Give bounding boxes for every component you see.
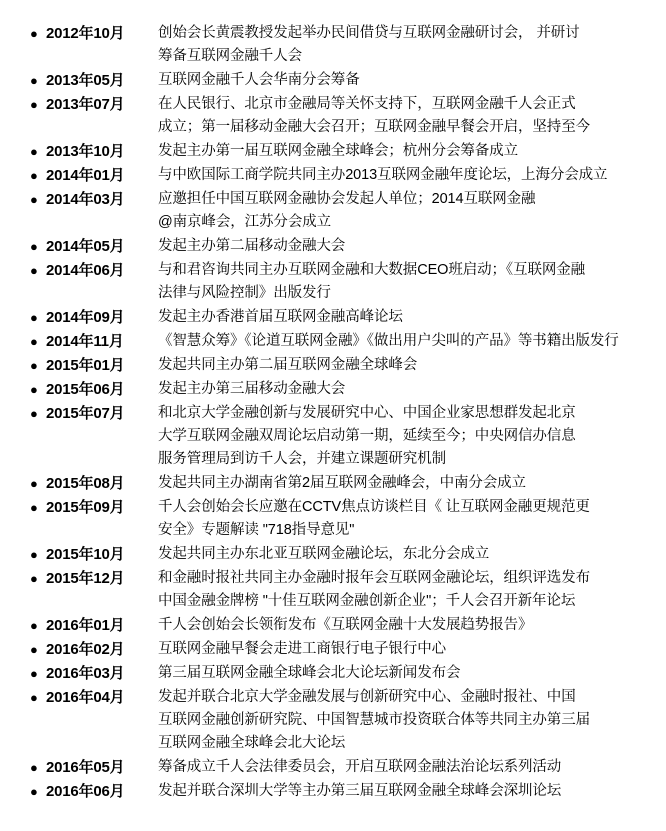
entry-description-line: 筹备互联网金融千人会	[158, 48, 302, 64]
timeline-entry	[30, 496, 650, 542]
entry-description-line: 发起主办第二届移动金融大会	[158, 238, 346, 254]
entry-description	[158, 496, 650, 542]
entry-description-line: 与和君咨询共同主办互联网金融和大数据CEO班启动；《互联网金融	[158, 262, 586, 278]
entry-description	[158, 306, 650, 329]
entry-description	[158, 614, 650, 637]
entry-date: 2015年07月	[46, 405, 125, 422]
entry-description-line: 服务管理局到访千人会，并建立课题研究机制	[158, 451, 446, 467]
entry-description	[158, 22, 650, 68]
entry-description-line: 千人会创始会长应邀在CCTV焦点访谈栏目《 让互联网金融更规范更	[158, 499, 590, 515]
timeline-entry	[30, 140, 650, 163]
entry-date: 2015年09月	[46, 499, 125, 516]
entry-description-line: 发起主办第一届互联网金融全球峰会；杭州分会筹备成立	[158, 143, 518, 159]
entry-description-line: 大学互联网金融双周论坛启动第一期，延续至今；中央网信办信息	[158, 428, 576, 444]
bullet-icon: ●	[30, 192, 38, 207]
entry-description-line: 《智慧众筹》《论道互联网金融》《做出用户尖叫的产品》等书籍出版发行	[158, 333, 619, 349]
entry-date: 2016年01月	[46, 617, 125, 634]
bullet-icon: ●	[30, 571, 38, 586]
entry-date: 2013年10月	[46, 143, 125, 160]
entry-date: 2015年12月	[46, 570, 125, 587]
entry-description	[158, 780, 650, 803]
entry-description-line: 中国金融金牌榜 "十佳互联网金融创新企业"；千人会召开新年论坛	[158, 593, 576, 609]
entry-date: 2015年10月	[46, 546, 125, 563]
bullet-icon: ●	[30, 97, 38, 112]
entry-description-line: 互联网金融全球峰会北大论坛	[158, 735, 346, 751]
entry-description-line: 筹备成立千人会法律委员会，开启互联网金融法治论坛系列活动	[158, 759, 562, 775]
entry-date: 2016年04月	[46, 689, 125, 706]
entry-description	[158, 756, 650, 779]
timeline-entry	[30, 306, 650, 329]
entry-description	[158, 164, 650, 187]
entry-description-line: 发起主办第三届移动金融大会	[158, 381, 346, 397]
entry-description-line: 创始会长黄震教授发起举办民间借贷与互联网金融研讨会， 并研讨	[158, 25, 580, 41]
timeline-entry	[30, 756, 650, 779]
entry-date: 2016年02月	[46, 641, 125, 658]
entry-description-line: 应邀担任中国互联网金融协会发起人单位；2014互联网金融	[158, 191, 536, 207]
entry-description	[158, 662, 650, 685]
entry-date: 2014年05月	[46, 238, 125, 255]
timeline-entry	[30, 235, 650, 258]
entry-description	[158, 354, 650, 377]
timeline-entry	[30, 188, 650, 234]
bullet-icon: ●	[30, 168, 38, 183]
timeline-entry	[30, 402, 650, 471]
timeline-entry	[30, 780, 650, 803]
bullet-icon: ●	[30, 784, 38, 799]
entry-date: 2014年11月	[46, 333, 124, 350]
bullet-icon: ●	[30, 547, 38, 562]
timeline-entry	[30, 543, 650, 566]
entry-description	[158, 472, 650, 495]
timeline-entry	[30, 259, 650, 305]
entry-description-line: 在人民银行、北京市金融局等关怀支持下，互联网金融千人会正式	[158, 96, 576, 112]
entry-description-line: 与中欧国际工商学院共同主办2013互联网金融年度论坛，上海分会成立	[158, 167, 608, 183]
entry-description	[158, 638, 650, 661]
timeline-entry	[30, 567, 650, 613]
timeline-entry	[30, 164, 650, 187]
entry-description-line: @南京峰会，江苏分会成立	[158, 214, 332, 230]
timeline-entry	[30, 614, 650, 637]
bullet-icon: ●	[30, 263, 38, 278]
entry-description-line: 发起并联合深圳大学等主办第三届互联网金融全球峰会深圳论坛	[158, 783, 562, 799]
entry-date: 2014年01月	[46, 167, 125, 184]
entry-description-line: 发起共同主办第二届互联网金融全球峰会	[158, 357, 418, 373]
entry-date: 2016年05月	[46, 759, 125, 776]
entry-description-line: 和北京大学金融创新与发展研究中心、中国企业家思想群发起北京	[158, 405, 576, 421]
bullet-icon: ●	[30, 618, 38, 633]
timeline-entry	[30, 686, 650, 755]
bullet-icon: ●	[30, 690, 38, 705]
entry-description	[158, 140, 650, 163]
entry-description-line: 发起共同主办湖南省第2届互联网金融峰会，中南分会成立	[158, 475, 526, 491]
bullet-icon: ●	[30, 382, 38, 397]
entry-description-line: 和金融时报社共同主办金融时报年会互联网金融论坛，组织评选发布	[158, 570, 590, 586]
entry-date: 2012年10月	[46, 25, 125, 42]
bullet-icon: ●	[30, 358, 38, 373]
entry-description-line: 互联网金融千人会华南分会筹备	[158, 72, 360, 88]
entry-date: 2015年01月	[46, 357, 125, 374]
entry-description-line: 发起并联合北京大学金融发展与创新研究中心、金融时报社、中国	[158, 689, 576, 705]
entry-description	[158, 69, 650, 92]
entry-description-line: 安全》专题解读 "718指导意见"	[158, 522, 355, 538]
entry-date: 2014年09月	[46, 309, 125, 326]
entry-description-line: 千人会创始会长领衔发布《互联网金融十大发展趋势报告》	[158, 617, 533, 633]
timeline-entry	[30, 638, 650, 661]
bullet-icon: ●	[30, 642, 38, 657]
timeline-entry	[30, 378, 650, 401]
entry-description	[158, 686, 650, 755]
bullet-icon: ●	[30, 26, 38, 41]
entry-description	[158, 235, 650, 258]
bullet-icon: ●	[30, 406, 38, 421]
bullet-icon: ●	[30, 310, 38, 325]
bullet-icon: ●	[30, 144, 38, 159]
entry-description	[158, 543, 650, 566]
entry-description-line: 第三届互联网金融全球峰会北大论坛新闻发布会	[158, 665, 461, 681]
timeline-entry	[30, 472, 650, 495]
entry-description	[158, 330, 650, 353]
entry-date: 2016年06月	[46, 783, 125, 800]
bullet-icon: ●	[30, 666, 38, 681]
bullet-icon: ●	[30, 760, 38, 775]
entry-date: 2014年06月	[46, 262, 125, 279]
entry-description	[158, 259, 650, 305]
entry-description-line: 互联网金融创新研究院、中国智慧城市投资联合体等共同主办第三届	[158, 712, 590, 728]
entry-date: 2015年08月	[46, 475, 125, 492]
bullet-icon: ●	[30, 239, 38, 254]
timeline-entry	[30, 330, 650, 353]
entry-date: 2014年03月	[46, 191, 125, 208]
entry-description	[158, 402, 650, 471]
entry-description-line: 成立；第一届移动金融大会召开；互联网金融早餐会开启，坚持至今	[158, 119, 590, 135]
timeline-entry	[30, 354, 650, 377]
entry-description	[158, 188, 650, 234]
entry-description-line: 发起主办香港首届互联网金融高峰论坛	[158, 309, 403, 325]
timeline-entry	[30, 69, 650, 92]
entry-description-line: 发起共同主办东北亚互联网金融论坛，东北分会成立	[158, 546, 490, 562]
entry-description	[158, 378, 650, 401]
entry-description	[158, 567, 650, 613]
entry-date: 2013年05月	[46, 72, 125, 89]
bullet-icon: ●	[30, 500, 38, 515]
bullet-icon: ●	[30, 476, 38, 491]
bullet-icon: ●	[30, 73, 38, 88]
entry-description-line: 互联网金融早餐会走进工商银行电子银行中心	[158, 641, 446, 657]
entry-date: 2013年07月	[46, 96, 125, 113]
entry-date: 2016年03月	[46, 665, 125, 682]
timeline-entry	[30, 662, 650, 685]
entry-description-line: 法律与风险控制》出版发行	[158, 285, 331, 301]
entry-date: 2015年06月	[46, 381, 125, 398]
entry-description	[158, 93, 650, 139]
timeline-entry	[30, 22, 650, 68]
bullet-icon: ●	[30, 334, 38, 349]
timeline-entry	[30, 93, 650, 139]
